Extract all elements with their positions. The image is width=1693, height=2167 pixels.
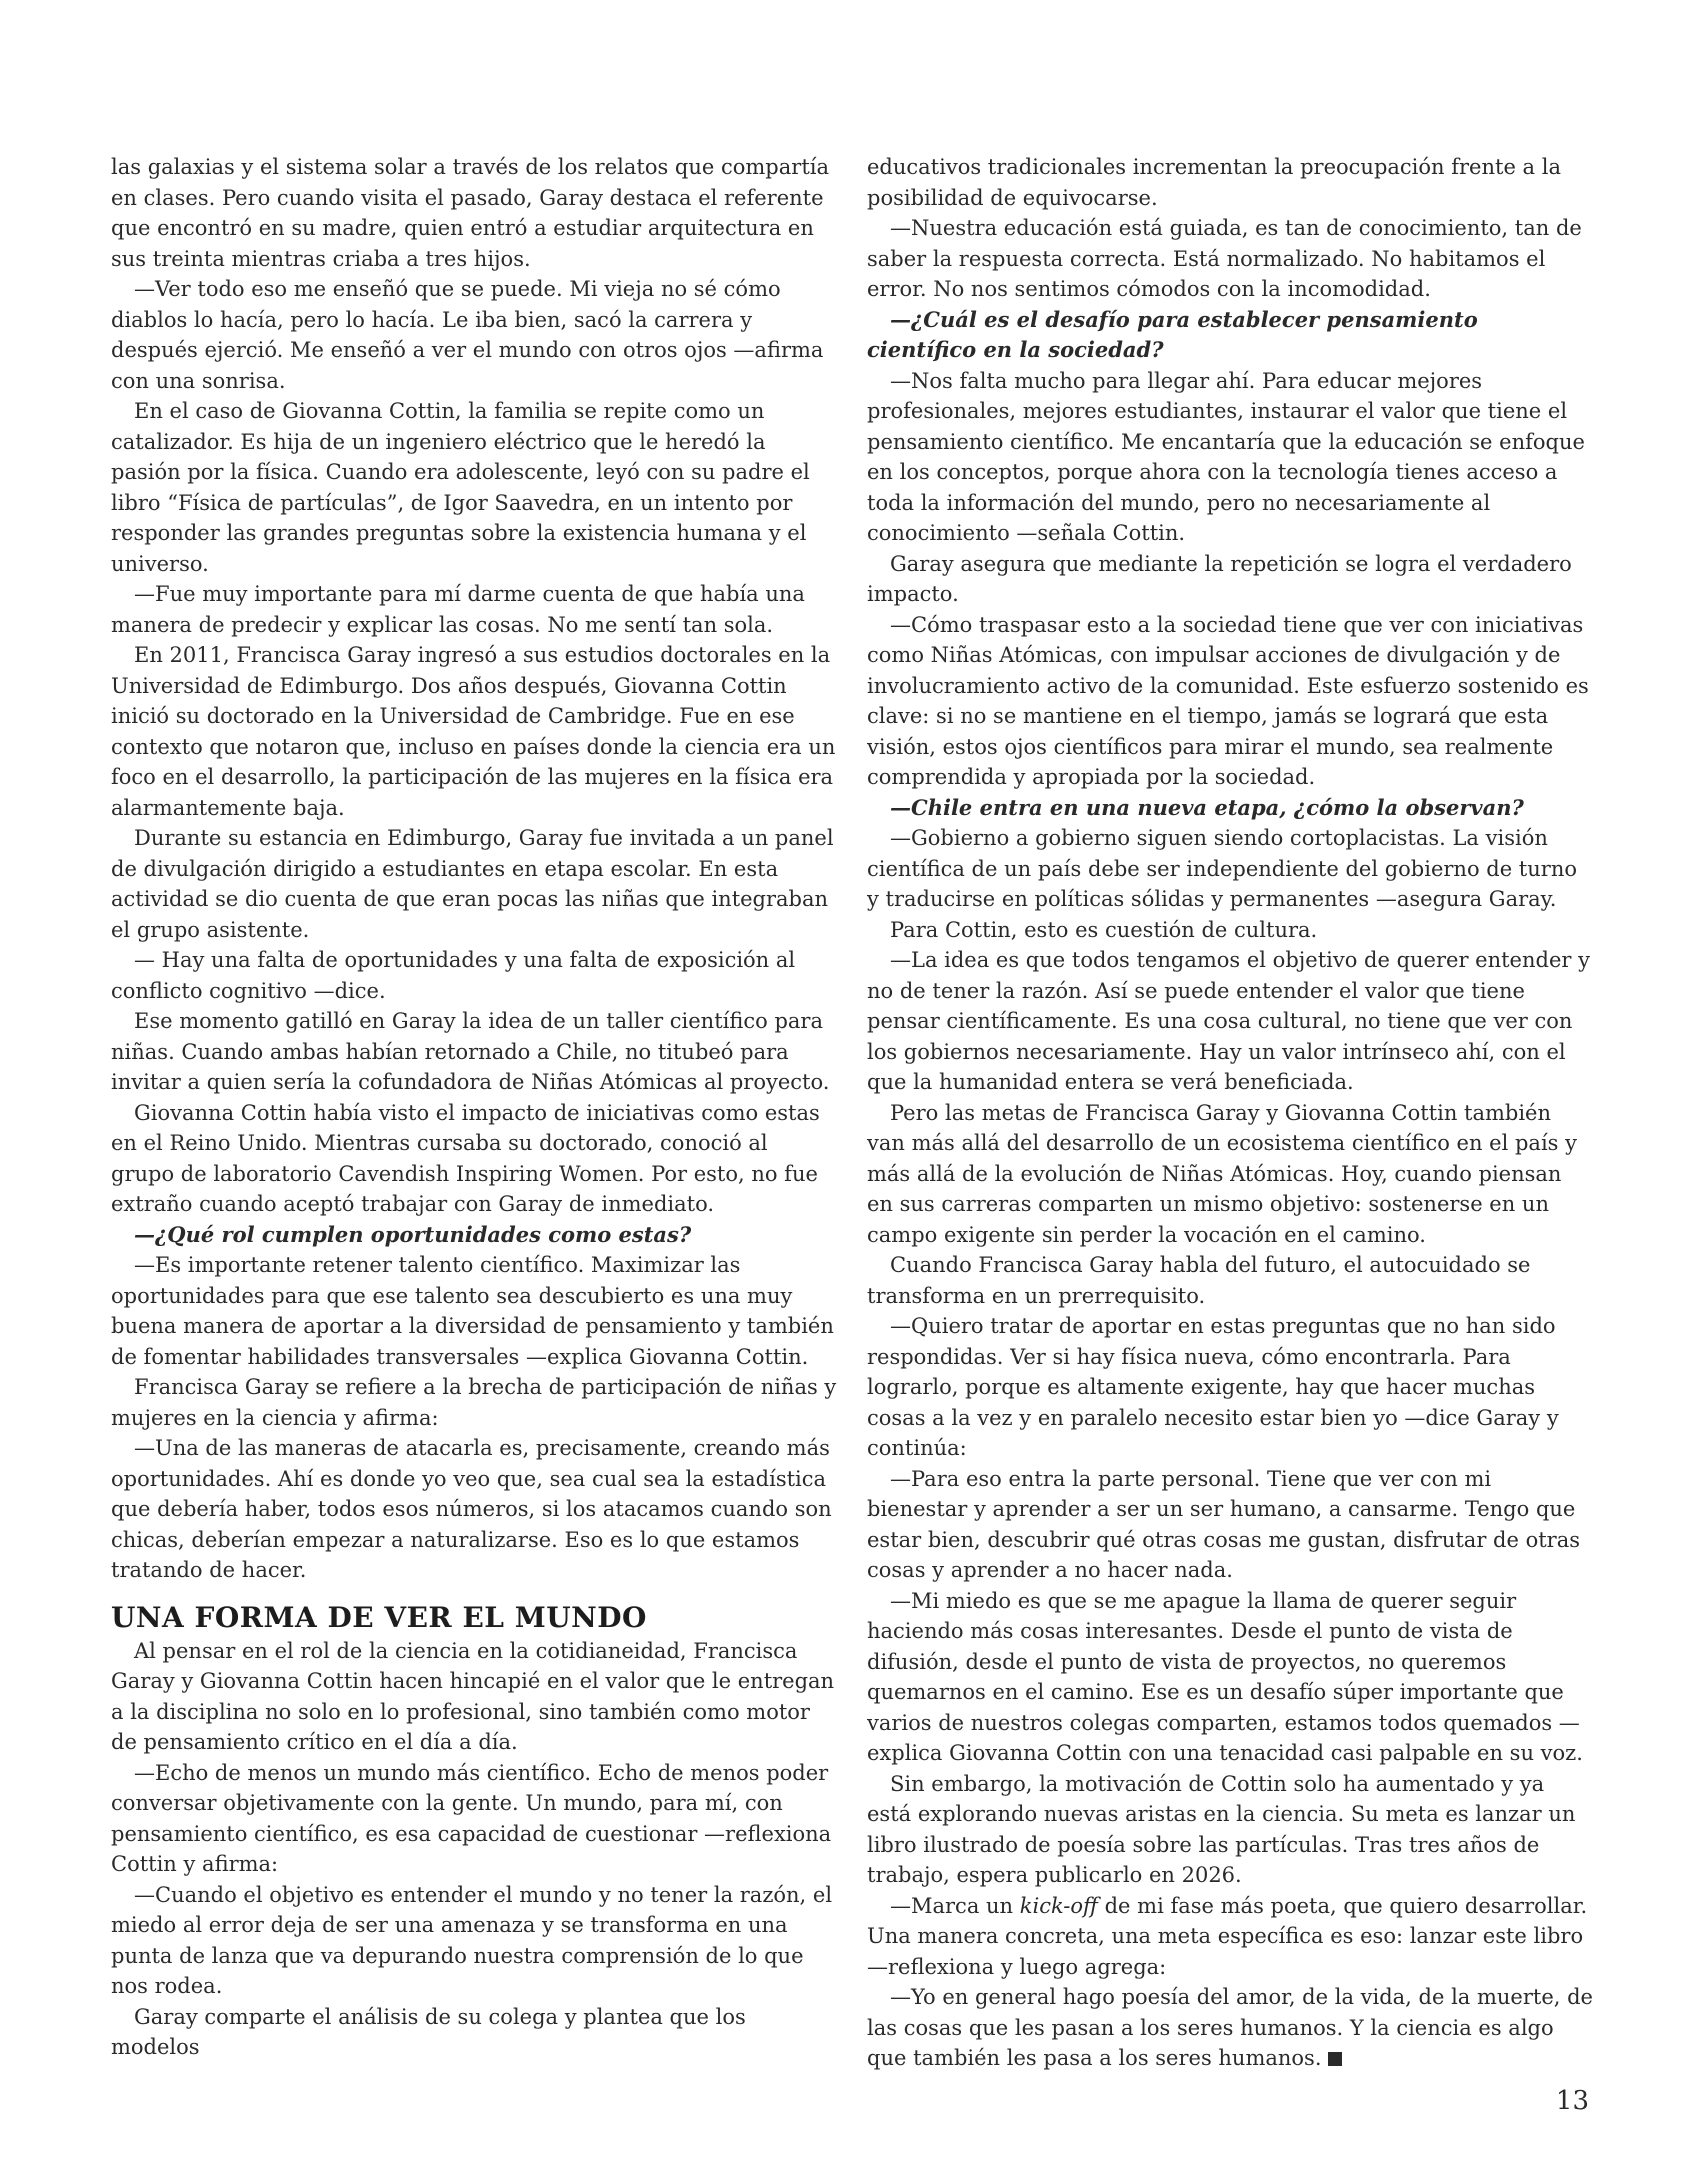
page-number: 13 [1555, 2086, 1589, 2116]
paragraph: —Nuestra educación está guiada, es tan de conocimiento, tan de saber la respuesta correcta. Está normalizado. No habitamos el error. No nos sentimos cómodos con la incomodidad. [867, 216, 1582, 301]
paragraph: Para Cottin, esto es cuestión de cultura. [890, 917, 1318, 942]
left-column [111, 152, 837, 2063]
paragraph: Durante su estancia en Edimburgo, Garay fue invitada a un panel de divulgación dirigido a estudiantes en etapa escolar. En esta actividad se dio cuenta de que eran pocas las niñas que integraban el grupo asistente. [111, 826, 834, 942]
text-run: —Marca un [890, 1893, 1020, 1918]
end-of-article-square-icon [1328, 2052, 1342, 2066]
paragraph: En el caso de Giovanna Cottin, la familia se repite como un catalizador. Es hija de un ingeniero eléctrico que le heredó la pasión por la física. Cuando era adolescente, leyó con su padre el libro “Física de partículas”, de Igor Saavedra, en un intento por responder las grandes preguntas sobre la existencia humana y el universo. [111, 399, 810, 576]
paragraph: Garay comparte el análisis de su colega y plantea que los modelos [111, 2004, 746, 2059]
paragraph: —Gobierno a gobierno siguen siendo cortoplacistas. La visión científica de un país debe ser independiente del gobierno de turno y traducirse en políticas sólidas y permanentes —asegura Garay. [867, 826, 1577, 911]
interview-question: —¿Qué rol cumplen oportunidades como estas? [134, 1221, 692, 1247]
paragraph: Francisca Garay se refiere a la brecha de participación de niñas y mujeres en la ciencia y afirma: [111, 1375, 837, 1430]
paragraph: —Una de las maneras de atacarla es, precisamente, creando más oportunidades. Ahí es donde yo veo que, sea cual sea la estadística que debería haber, todos esos números, si los atacamos cuando son chicas, deberían empezar a naturalizarse. Eso es lo que estamos tratando de hacer. [111, 1436, 832, 1582]
interview-question: —Chile entra en una nueva etapa, ¿cómo la observan? [890, 794, 1524, 820]
text-run: —Yo en general hago poesía del amor, de la vida, de la muerte, de las cosas que les pasan a los seres humanos. Y la ciencia es algo que también les pasa a los seres humanos. [867, 1985, 1593, 2070]
paragraph: las galaxias y el sistema solar a través de los relatos que compartía en clases. Pero cuando visita el pasado, Garay destaca el referente que encontró en su madre, quien entró a estudiar arquitectura en sus treinta mientras criaba a tres hijos. [111, 155, 829, 271]
right-column [867, 152, 1593, 2074]
paragraph: —Echo de menos un mundo más científico. Echo de menos poder conversar objetivamente con la gente. Un mundo, para mí, con pensamiento científico, es esa capacidad de cuestionar —reflexiona Cottin y afirma: [111, 1760, 832, 1876]
paragraph: Al pensar en el rol de la ciencia en la cotidianeidad, Francisca Garay y Giovanna Cottin hacen hincapié en el valor que le entregan a la disciplina no solo en lo profesional, sino también como motor de pensamiento crítico en el día a día. [111, 1638, 835, 1754]
paragraph: Ese momento gatilló en Garay la idea de un taller científico para niñas. Cuando ambas habían retornado a Chile, no titubeó para invitar a quien sería la cofundadora de Niñas Atómicas al proyecto. [111, 1009, 830, 1094]
paragraph [867, 1891, 1593, 1983]
italic-term: kick-off [1019, 1893, 1098, 1918]
paragraph: En 2011, Francisca Garay ingresó a sus estudios doctorales en la Universidad de Edimburgo. Dos años después, Giovanna Cottin inició su doctorado en la Universidad de Cambridge. Fue en ese contexto que notaron que, incluso en países donde la ciencia era un foco en el desarrollo, la participación de las mujeres en la física era alarmantemente baja. [111, 643, 836, 820]
paragraph [867, 1982, 1593, 2074]
paragraph: —Cuando el objetivo es entender el mundo y no tener la razón, el miedo al error deja de ser una amenaza y se transforma en una punta de lanza que va depurando nuestra comprensión de lo que nos rodea. [111, 1882, 833, 1998]
paragraph: Cuando Francisca Garay habla del futuro, el autocuidado se transforma en un prerrequisito. [867, 1253, 1531, 1308]
paragraph: educativos tradicionales incrementan la preocupación frente a la posibilidad de equivocarse. [867, 155, 1561, 210]
interview-question: —¿Cuál es el desafío para establecer pensamiento científico en la sociedad? [867, 306, 1478, 362]
text-run: de mi fase más poeta, que quiero desarrollar. Una manera concreta, una meta específica es eso: lanzar este libro —reflexiona y luego agrega: [867, 1893, 1588, 1979]
paragraph: — Hay una falta de oportunidades y una falta de exposición al conflicto cognitivo —dice. [111, 948, 796, 1003]
paragraph: Garay asegura que mediante la repetición se logra el verdadero impacto. [867, 551, 1572, 606]
paragraph: —Fue muy importante para mí darme cuenta de que había una manera de predecir y explicar las cosas. No me sentí tan sola. [111, 582, 805, 637]
paragraph: —Cómo traspasar esto a la sociedad tiene que ver con iniciativas como Niñas Atómicas, con impulsar acciones de divulgación y de involucramiento activo de la comunidad. Este esfuerzo sostenido es clave: si no se mantiene en el tiempo, jamás se logrará que esta visión, estos ojos científicos para mirar el mundo, sea realmente comprendida y apropiada por la sociedad. [867, 612, 1589, 789]
paragraph: —Ver todo eso me enseñó que se puede. Mi vieja no sé cómo diablos lo hacía, pero lo hacía. Le iba bien, sacó la carrera y después ejerció. Me enseñó a ver el mundo con otros ojos —afirma con una sonrisa. [111, 277, 824, 393]
paragraph: —Nos falta mucho para llegar ahí. Para educar mejores profesionales, mejores estudiantes, instaurar el valor que tiene el pensamiento científico. Me encantaría que la educación se enfoque en los conceptos, porque ahora con la tecnología tienes acceso a toda la información del mundo, pero no necesariamente al conocimiento —señala Cottin. [867, 368, 1585, 545]
section-heading: UNA FORMA DE VER EL MUNDO [111, 1600, 647, 1634]
paragraph: Giovanna Cottin había visto el impacto de iniciativas como estas en el Reino Unido. Mientras cursaba su doctorado, conoció al grupo de laboratorio Cavendish Inspiring Women. Por esto, no fue extraño cuando aceptó trabajar con Garay de inmediato. [111, 1100, 820, 1216]
paragraph: Sin embargo, la motivación de Cottin solo ha aumentado y ya está explorando nuevas aristas en la ciencia. Su meta es lanzar un libro ilustrado de poesía sobre las partículas. Tras tres años de trabajo, espera publicarlo en 2026. [867, 1771, 1576, 1887]
paragraph: —Es importante retener talento científico. Maximizar las oportunidades para que ese talento sea descubierto es una muy buena manera de aportar a la diversidad de pensamiento y también de fomentar habilidades transversales —explica Giovanna Cottin. [111, 1253, 834, 1369]
paragraph: —Para eso entra la parte personal. Tiene que ver con mi bienestar y aprender a ser un ser humano, a cansarme. Tengo que estar bien, descubrir qué otras cosas me gustan, disfrutar de otras cosas y aprender a no hacer nada. [867, 1466, 1581, 1582]
paragraph: —Quiero tratar de aportar en estas preguntas que no han sido respondidas. Ver si hay física nueva, cómo encontrarla. Para lograrlo, porque es altamente exigente, hay que hacer muchas cosas a la vez y en paralelo necesito estar bien yo —dice Garay y continúa: [867, 1314, 1559, 1460]
paragraph: Pero las metas de Francisca Garay y Giovanna Cottin también van más allá del desarrollo de un ecosistema científico en el país y más allá de la evolución de Niñas Atómicas. Hoy, cuando piensan en sus carreras comparten un mismo objetivo: sostenerse en un campo exigente sin perder la vocación en el camino. [867, 1100, 1577, 1247]
paragraph: —Mi miedo es que se me apague la llama de querer seguir haciendo más cosas interesantes. Desde el punto de vista de difusión, desde el punto de vista de proyectos, no queremos quemarnos en el camino. Ese es un desafío súper importante que varios de nuestros colegas comparten, estamos todos quemados —explica Giovanna Cottin con una tenacidad casi palpable en su voz. [867, 1588, 1583, 1765]
paragraph: —La idea es que todos tengamos el objetivo de querer entender y no de tener la razón. Así se puede entender el valor que tiene pensar científicamente. Es una cosa cultural, no tiene que ver con los gobiernos necesariamente. Hay un valor intrínseco ahí, con el que la humanidad entera se verá beneficiada. [867, 948, 1590, 1094]
